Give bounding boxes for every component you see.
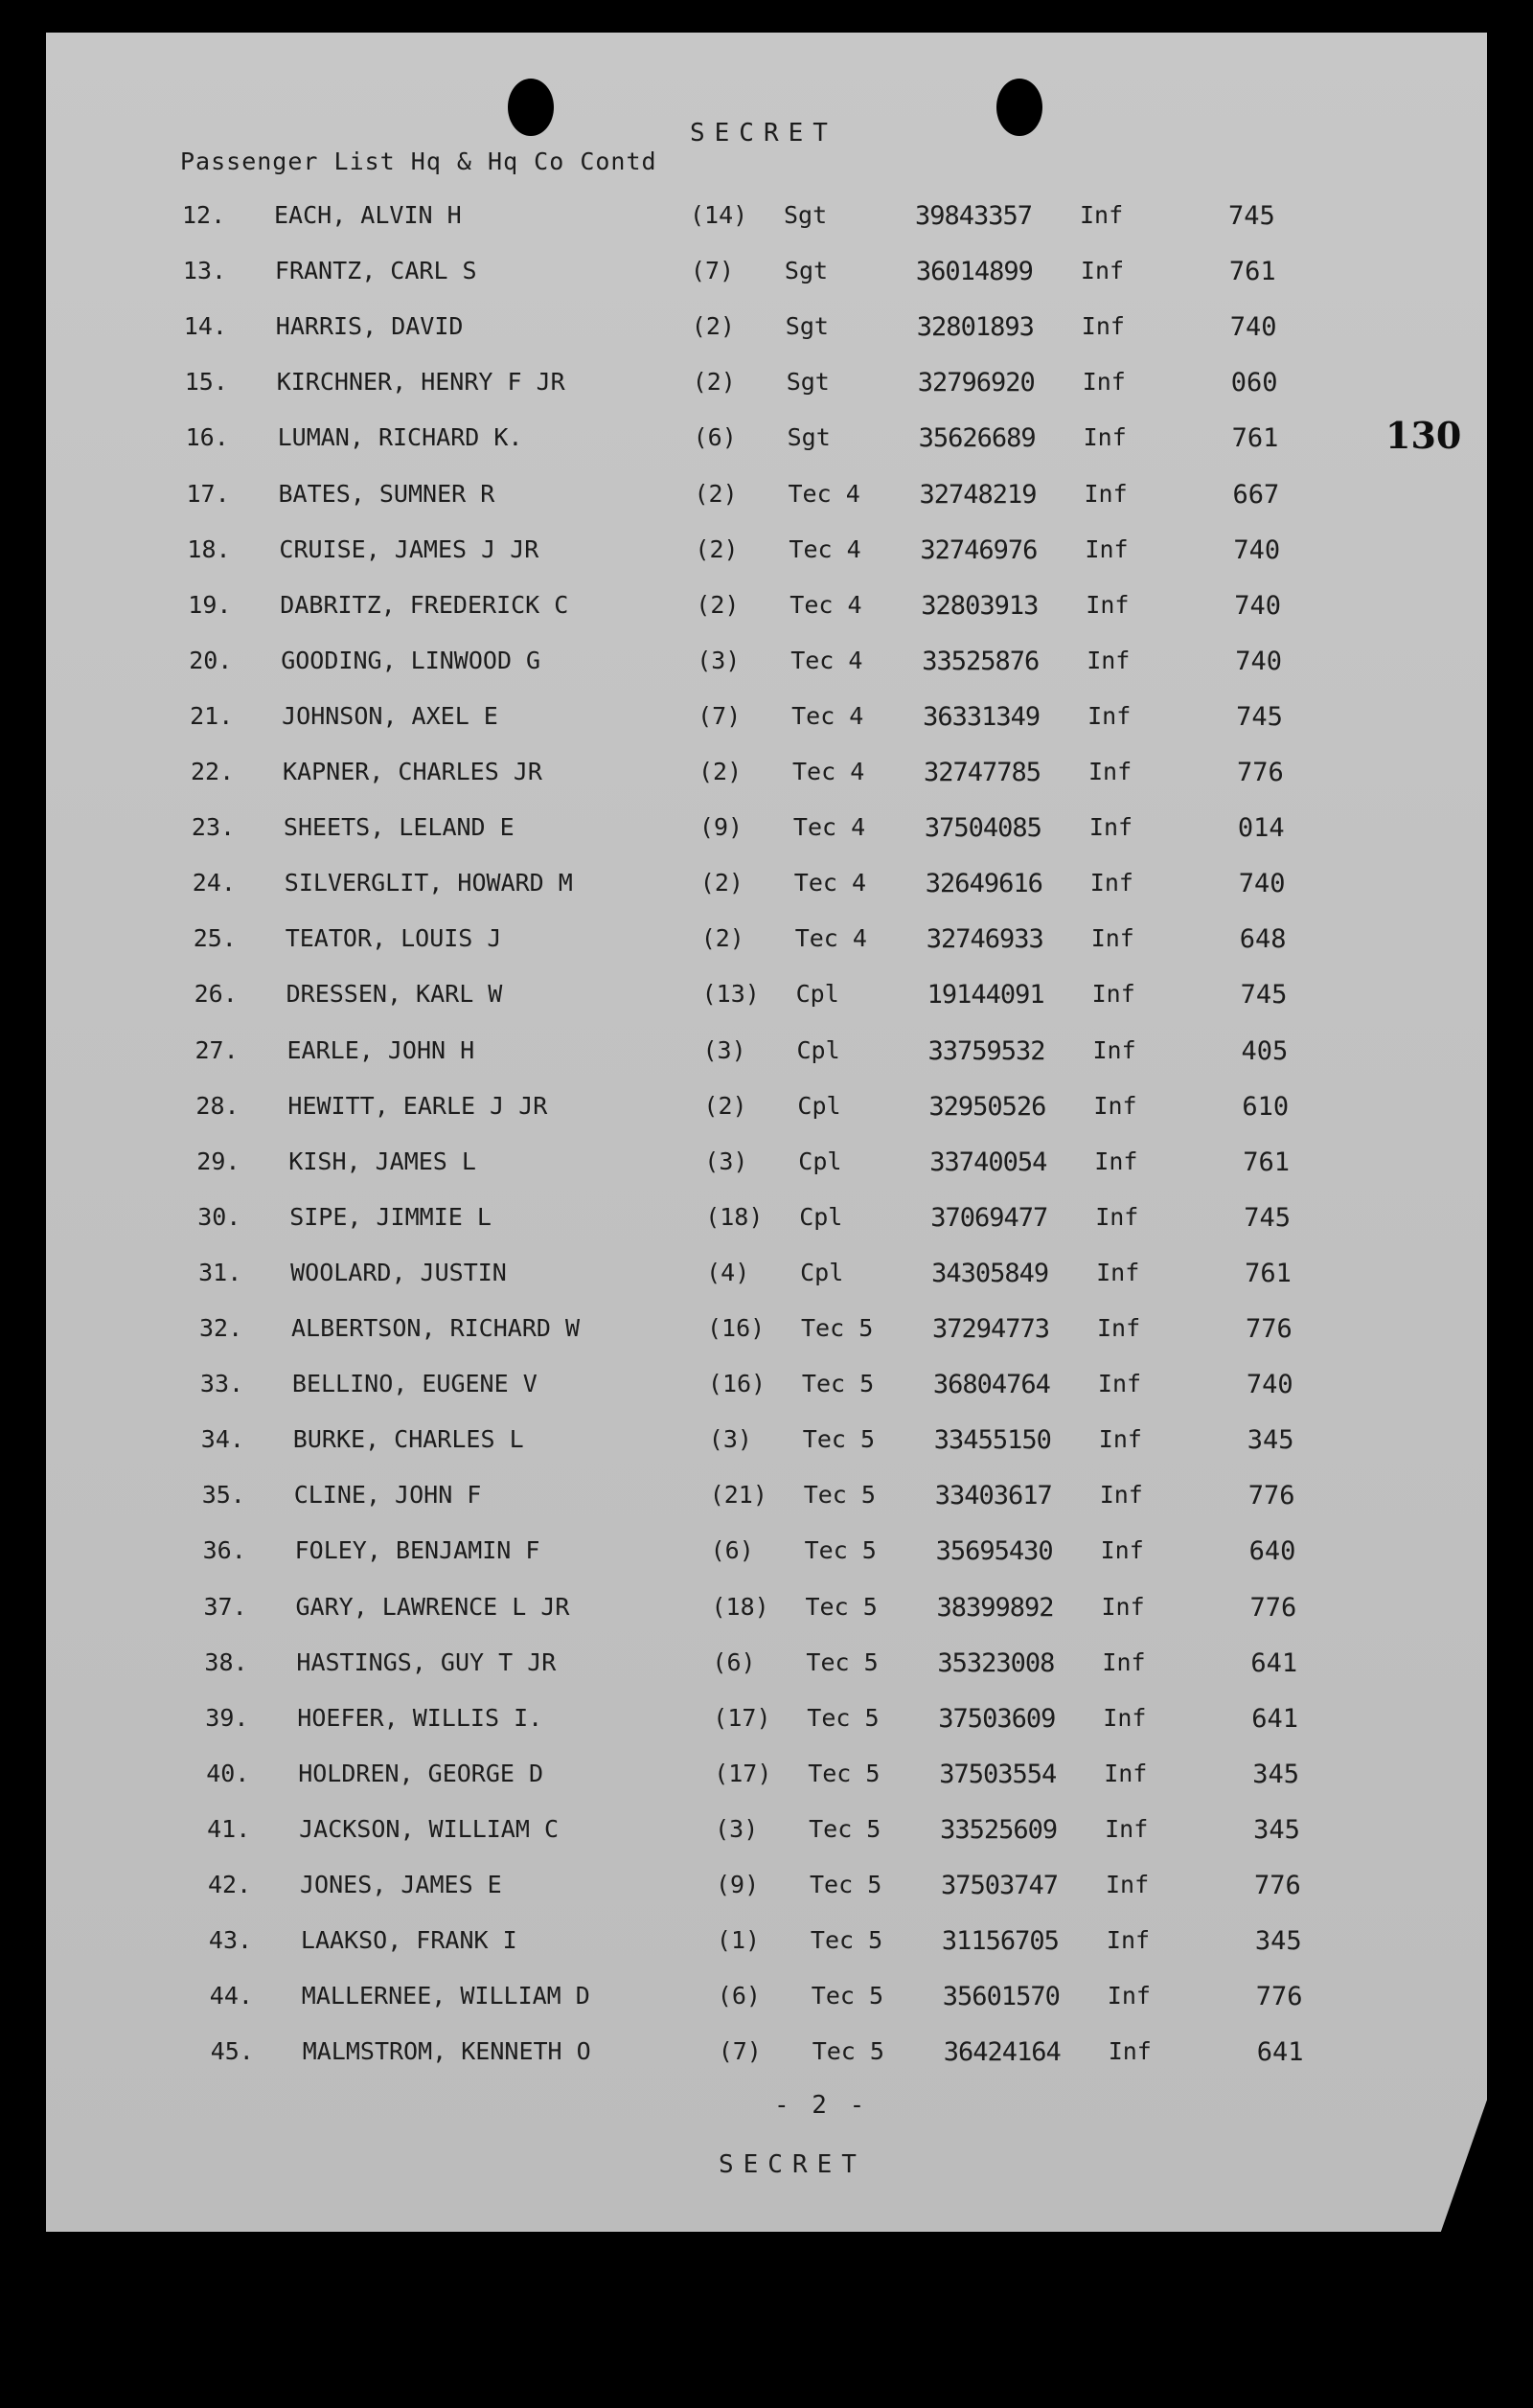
row-number: 32.: [199, 1314, 243, 1342]
mos-code: 740: [1235, 646, 1282, 676]
rank: Tec 5: [803, 1481, 876, 1510]
lot-number: (16): [707, 1314, 766, 1342]
lot-number: (4): [706, 1258, 750, 1286]
mos-code: 776: [1254, 1871, 1301, 1900]
classification-header: SECRET: [690, 119, 837, 148]
passenger-name: GARY, LAWRENCE L JR: [295, 1592, 570, 1621]
serial-number: 37069477: [930, 1202, 1048, 1233]
lot-number: (2): [691, 312, 735, 341]
lot-number: (7): [718, 2037, 762, 2066]
rank: Cpl: [796, 1035, 840, 1064]
row-number: 42.: [208, 1871, 252, 1898]
passenger-name: KAPNER, CHARLES JR: [283, 758, 542, 785]
rank: Tec 5: [807, 1703, 880, 1732]
rank: Tec 4: [789, 590, 862, 619]
arm-of-service: Inf: [1086, 590, 1130, 619]
rank: Cpl: [799, 1202, 843, 1231]
mos-code: 641: [1251, 1703, 1299, 1734]
rank: Tec 5: [806, 1647, 879, 1676]
rank: Tec 5: [810, 1871, 882, 1898]
table-row: [9, 758, 1533, 796]
row-number: 21.: [190, 701, 234, 730]
passenger-name: BELLINO, EUGENE V: [291, 1370, 538, 1398]
table-row: [10, 813, 1533, 852]
lot-number: (1): [716, 1926, 761, 1955]
serial-number: 36424164: [943, 2037, 1061, 2068]
serial-number: 38399892: [936, 1592, 1054, 1623]
arm-of-service: Inf: [1097, 1370, 1142, 1398]
rank: Tec 5: [812, 2037, 884, 2066]
rank: Tec 4: [794, 924, 867, 953]
arm-of-service: Inf: [1107, 1982, 1151, 2010]
lot-number: (2): [703, 1091, 747, 1120]
passenger-name: DRESSEN, KARL W: [286, 980, 503, 1009]
lot-number: (3): [697, 646, 741, 674]
row-number: 36.: [202, 1536, 246, 1565]
row-number: 37.: [203, 1592, 247, 1621]
mos-code: 776: [1247, 1481, 1295, 1511]
lot-number: (3): [708, 1425, 752, 1454]
passenger-name: JONES, JAMES E: [300, 1871, 502, 1898]
serial-number: 32649616: [925, 869, 1042, 899]
page-number: - 2 -: [774, 2091, 869, 2120]
arm-of-service: Inf: [1082, 368, 1126, 397]
arm-of-service: Inf: [1090, 924, 1134, 953]
arm-of-service: Inf: [1081, 312, 1125, 341]
lot-number: (2): [700, 924, 744, 953]
table-row: [3, 368, 1533, 406]
serial-number: 35323008: [937, 1647, 1055, 1678]
list-title: Passenger List Hq & Hq Co Contd: [180, 148, 657, 175]
row-number: 33.: [199, 1370, 244, 1398]
arm-of-service: Inf: [1108, 2037, 1152, 2066]
row-number: 12.: [182, 201, 226, 229]
mos-code: 745: [1236, 701, 1283, 732]
passenger-name: EACH, ALVIN H: [274, 201, 462, 229]
mos-code: 345: [1247, 1425, 1294, 1456]
lot-number: (6): [712, 1647, 756, 1676]
row-number: 20.: [189, 646, 233, 674]
mos-code: 667: [1232, 479, 1280, 510]
passenger-name: TEATOR, LOUIS J: [285, 924, 502, 953]
serial-number: 33455150: [933, 1425, 1051, 1456]
table-row: [26, 1871, 1533, 1909]
rank: Tec 5: [801, 1314, 874, 1342]
lot-number: (7): [698, 701, 742, 730]
mos-code: 641: [1250, 1647, 1298, 1678]
serial-number: 33740054: [929, 1147, 1047, 1177]
lot-number: (2): [694, 479, 738, 508]
row-number: 34.: [200, 1425, 244, 1454]
table-row: [12, 980, 1533, 1018]
rank: Tec 4: [788, 479, 860, 508]
serial-number: 37294773: [932, 1314, 1050, 1344]
row-number: 27.: [194, 1035, 239, 1064]
arm-of-service: Inf: [1080, 257, 1125, 285]
serial-number: 32796920: [917, 368, 1035, 398]
passenger-name: JOHNSON, AXEL E: [282, 701, 498, 730]
table-row: [4, 423, 1533, 462]
arm-of-service: Inf: [1089, 869, 1133, 897]
table-row: [23, 1704, 1533, 1742]
arm-of-service: Inf: [1096, 1258, 1140, 1286]
lot-number: (2): [695, 534, 739, 563]
row-number: 40.: [206, 1759, 250, 1787]
passenger-name: FRANTZ, CARL S: [274, 257, 477, 285]
mos-code: 761: [1231, 423, 1279, 454]
arm-of-service: Inf: [1098, 1425, 1142, 1454]
lot-number: (6): [693, 423, 737, 452]
serial-number: 35626689: [918, 423, 1036, 454]
arm-of-service: Inf: [1092, 1035, 1136, 1064]
mos-code: 641: [1256, 2037, 1304, 2068]
passenger-name: DABRITZ, FREDERICK C: [280, 590, 569, 619]
table-row: [1, 257, 1533, 295]
rank: Sgt: [785, 312, 829, 341]
arm-of-service: Inf: [1106, 1871, 1150, 1898]
rank: Sgt: [786, 368, 830, 397]
lot-number: (17): [713, 1703, 771, 1732]
arm-of-service: Inf: [1104, 1759, 1148, 1787]
table-row: [8, 702, 1533, 740]
arm-of-service: Inf: [1100, 1536, 1144, 1565]
passenger-name: HARRIS, DAVID: [275, 312, 464, 341]
passenger-name: HEWITT, EARLE J JR: [287, 1091, 548, 1120]
row-number: 23.: [191, 813, 236, 842]
arm-of-service: Inf: [1101, 1592, 1145, 1621]
passenger-name: BATES, SUMNER R: [278, 479, 495, 508]
lot-number: (2): [698, 758, 743, 785]
arm-of-service: Inf: [1095, 1202, 1139, 1231]
serial-number: 32748219: [919, 479, 1037, 510]
serial-number: 37503747: [941, 1871, 1059, 1900]
mos-code: 745: [1240, 980, 1288, 1011]
mos-code: 740: [1238, 869, 1286, 899]
mos-code: 648: [1239, 924, 1287, 955]
lot-number: (6): [710, 1536, 754, 1565]
rank: Tec 5: [811, 1982, 884, 2010]
arm-of-service: Inf: [1088, 758, 1133, 785]
passenger-name: LAAKSO, FRANK I: [300, 1926, 517, 1955]
serial-number: 32746976: [920, 534, 1038, 565]
table-row: [22, 1593, 1533, 1631]
rank: Tec 5: [808, 1759, 881, 1787]
lot-number: (17): [714, 1759, 772, 1787]
passenger-name: HOEFER, WILLIS I.: [297, 1703, 543, 1732]
mos-code: 761: [1245, 1258, 1292, 1288]
passenger-name: CLINE, JOHN F: [293, 1481, 482, 1510]
table-row: [5, 480, 1533, 518]
mos-code: 761: [1228, 257, 1276, 287]
rank: Tec 5: [804, 1536, 877, 1565]
serial-number: 32747785: [924, 758, 1041, 787]
arm-of-service: Inf: [1105, 1814, 1149, 1843]
table-row: [13, 1092, 1533, 1130]
rank: Cpl: [798, 1147, 842, 1175]
lot-number: (7): [690, 257, 735, 285]
mos-code: 345: [1252, 1759, 1299, 1789]
serial-number: 33525609: [940, 1814, 1058, 1845]
lot-number: (2): [696, 590, 740, 619]
arm-of-service: Inf: [1080, 201, 1124, 229]
table-row: [19, 1425, 1533, 1464]
mos-code: 776: [1246, 1314, 1293, 1344]
serial-number: 39843357: [915, 201, 1033, 231]
serial-number: 37503609: [938, 1703, 1056, 1734]
serial-number: 33403617: [934, 1481, 1052, 1511]
arm-of-service: Inf: [1103, 1703, 1147, 1732]
page-stamp-number: 130: [1385, 414, 1462, 457]
arm-of-service: Inf: [1083, 423, 1127, 452]
serial-number: 19144091: [927, 980, 1044, 1011]
table-row: [29, 2037, 1533, 2076]
passenger-name: ALBERTSON, RICHARD W: [291, 1314, 581, 1342]
row-number: 22.: [191, 758, 235, 785]
mos-code: 640: [1248, 1536, 1296, 1567]
row-number: 44.: [209, 1982, 253, 2010]
table-row: [27, 1926, 1533, 1965]
passenger-name: JACKSON, WILLIAM C: [299, 1814, 560, 1843]
row-number: 39.: [205, 1703, 249, 1732]
arm-of-service: Inf: [1085, 534, 1129, 563]
row-number: 26.: [194, 980, 238, 1009]
lot-number: (3): [704, 1147, 748, 1175]
mos-code: 345: [1254, 1926, 1302, 1957]
mos-code: 776: [1255, 1982, 1303, 2012]
rank: Tec 4: [790, 646, 863, 674]
mos-code: 405: [1241, 1035, 1289, 1066]
mos-code: 610: [1242, 1091, 1290, 1122]
row-number: 17.: [186, 479, 230, 508]
rank: Sgt: [784, 257, 829, 285]
lot-number: (6): [717, 1982, 761, 2010]
rank: Tec 5: [809, 1814, 881, 1843]
rank: Cpl: [800, 1258, 844, 1286]
arm-of-service: Inf: [1097, 1314, 1141, 1342]
passenger-name: SHEETS, LELAND E: [283, 813, 515, 842]
serial-number: 36804764: [932, 1370, 1050, 1400]
passenger-name: HOLDREN, GEORGE D: [298, 1759, 544, 1787]
row-number: 14.: [183, 312, 227, 341]
passenger-name: GOODING, LINWOOD G: [281, 646, 541, 674]
table-row: [22, 1648, 1533, 1687]
table-row: [2, 312, 1533, 351]
rank: Tec 4: [792, 813, 866, 842]
row-number: 24.: [192, 869, 236, 897]
rank: Tec 5: [801, 1370, 875, 1398]
row-number: 41.: [207, 1814, 251, 1843]
mos-code: 745: [1228, 201, 1275, 231]
table-row: [15, 1203, 1533, 1241]
lot-number: (21): [709, 1481, 767, 1510]
row-number: 38.: [204, 1647, 248, 1676]
passenger-name: MALMSTROM, KENNETH O: [302, 2037, 591, 2066]
serial-number: 32950526: [928, 1091, 1046, 1122]
passenger-name: FOLEY, BENJAMIN F: [294, 1536, 540, 1565]
table-row: [28, 1982, 1533, 2020]
row-number: 35.: [201, 1481, 245, 1510]
mos-code: 345: [1253, 1814, 1300, 1845]
mos-code: 740: [1229, 312, 1277, 343]
row-number: 43.: [208, 1926, 253, 1955]
lot-number: (3): [715, 1814, 759, 1843]
lot-number: (18): [705, 1202, 764, 1231]
serial-number: 36014899: [915, 257, 1033, 287]
arm-of-service: Inf: [1093, 1091, 1137, 1120]
rank: Tec 5: [805, 1592, 878, 1621]
table-row: [20, 1481, 1533, 1519]
lot-number: (16): [707, 1370, 766, 1398]
lot-number: (2): [699, 869, 744, 897]
passenger-name: CRUISE, JAMES J JR: [279, 534, 539, 563]
arm-of-service: Inf: [1087, 701, 1132, 730]
lot-number: (14): [690, 201, 748, 229]
lot-number: (18): [711, 1592, 769, 1621]
row-number: 15.: [184, 368, 228, 397]
serial-number: 36331349: [923, 701, 1041, 732]
serial-number: 35601570: [942, 1982, 1060, 2012]
serial-number: 37503554: [939, 1759, 1057, 1789]
table-row: [7, 647, 1533, 685]
table-row: [11, 869, 1533, 907]
rank: Tec 5: [802, 1425, 876, 1454]
serial-number: 32803913: [921, 590, 1039, 621]
row-number: 28.: [195, 1091, 240, 1120]
passenger-name: MALLERNEE, WILLIAM D: [301, 1982, 590, 2010]
rank: Sgt: [787, 423, 831, 452]
row-number: 13.: [182, 257, 227, 285]
table-row: [16, 1259, 1533, 1297]
row-number: 30.: [197, 1202, 241, 1231]
serial-number: 31156705: [941, 1926, 1059, 1957]
serial-number: 32801893: [916, 312, 1034, 343]
arm-of-service: Inf: [1102, 1647, 1146, 1676]
mos-code: 761: [1243, 1147, 1291, 1177]
row-number: 45.: [210, 2037, 254, 2066]
rank: Tec 4: [793, 869, 867, 897]
table-row: [25, 1815, 1533, 1853]
lot-number: (2): [692, 368, 736, 397]
mos-code: 776: [1249, 1592, 1297, 1623]
table-row: [18, 1370, 1533, 1408]
serial-number: 33759532: [927, 1035, 1045, 1066]
arm-of-service: Inf: [1084, 479, 1128, 508]
table-row: [11, 924, 1533, 963]
rank: Tec 4: [789, 534, 861, 563]
lot-number: (13): [701, 980, 760, 1009]
passenger-name: HASTINGS, GUY T JR: [296, 1647, 557, 1676]
rank: Sgt: [784, 201, 828, 229]
serial-number: 33525876: [922, 646, 1040, 676]
lot-number: (3): [702, 1035, 746, 1064]
table-row: [6, 591, 1533, 629]
passenger-name: LUMAN, RICHARD K.: [277, 423, 523, 452]
serial-number: 34305849: [931, 1258, 1049, 1288]
row-number: 31.: [198, 1258, 242, 1286]
arm-of-service: Inf: [1106, 1926, 1151, 1955]
rank: Tec 5: [810, 1926, 883, 1955]
table-row: [21, 1536, 1533, 1575]
rank: Cpl: [797, 1091, 841, 1120]
mos-code: 060: [1230, 368, 1278, 398]
rank: Tec 4: [792, 758, 865, 785]
table-row: [0, 201, 1533, 239]
row-number: 18.: [187, 534, 231, 563]
table-row: [14, 1147, 1533, 1186]
passenger-name: EARLE, JOHN H: [286, 1035, 475, 1064]
mos-code: 776: [1237, 758, 1284, 787]
table-row: [5, 535, 1533, 574]
arm-of-service: Inf: [1099, 1481, 1143, 1510]
serial-number: 35695430: [935, 1536, 1053, 1567]
row-number: 29.: [196, 1147, 240, 1175]
arm-of-service: Inf: [1091, 980, 1135, 1009]
arm-of-service: Inf: [1087, 646, 1131, 674]
passenger-name: SILVERGLIT, HOWARD M: [284, 869, 573, 897]
table-row: [17, 1314, 1533, 1352]
passenger-name: WOOLARD, JUSTIN: [290, 1258, 507, 1286]
mos-code: 740: [1233, 534, 1281, 565]
lot-number: (9): [716, 1871, 760, 1898]
lot-number: (9): [698, 813, 744, 842]
passenger-name: BURKE, CHARLES L: [292, 1425, 524, 1454]
passenger-name: KISH, JAMES L: [288, 1147, 476, 1175]
rank: Cpl: [795, 980, 839, 1009]
row-number: 19.: [188, 590, 232, 619]
classification-footer: SECRET: [719, 2150, 866, 2179]
arm-of-service: Inf: [1094, 1147, 1138, 1175]
mos-code: 740: [1234, 590, 1282, 621]
serial-number: 37504085: [924, 813, 1041, 844]
rank: Tec 4: [791, 701, 864, 730]
passenger-name: SIPE, JIMMIE L: [289, 1202, 492, 1231]
mos-code: 745: [1244, 1202, 1291, 1233]
table-row: [24, 1760, 1533, 1798]
row-number: 16.: [185, 423, 229, 452]
mos-code: 740: [1246, 1370, 1293, 1400]
serial-number: 32746933: [926, 924, 1043, 955]
row-number: 25.: [193, 924, 237, 953]
passenger-name: KIRCHNER, HENRY F JR: [276, 368, 565, 397]
arm-of-service: Inf: [1088, 813, 1133, 842]
table-row: [13, 1036, 1533, 1075]
mos-code: 014: [1237, 813, 1285, 844]
